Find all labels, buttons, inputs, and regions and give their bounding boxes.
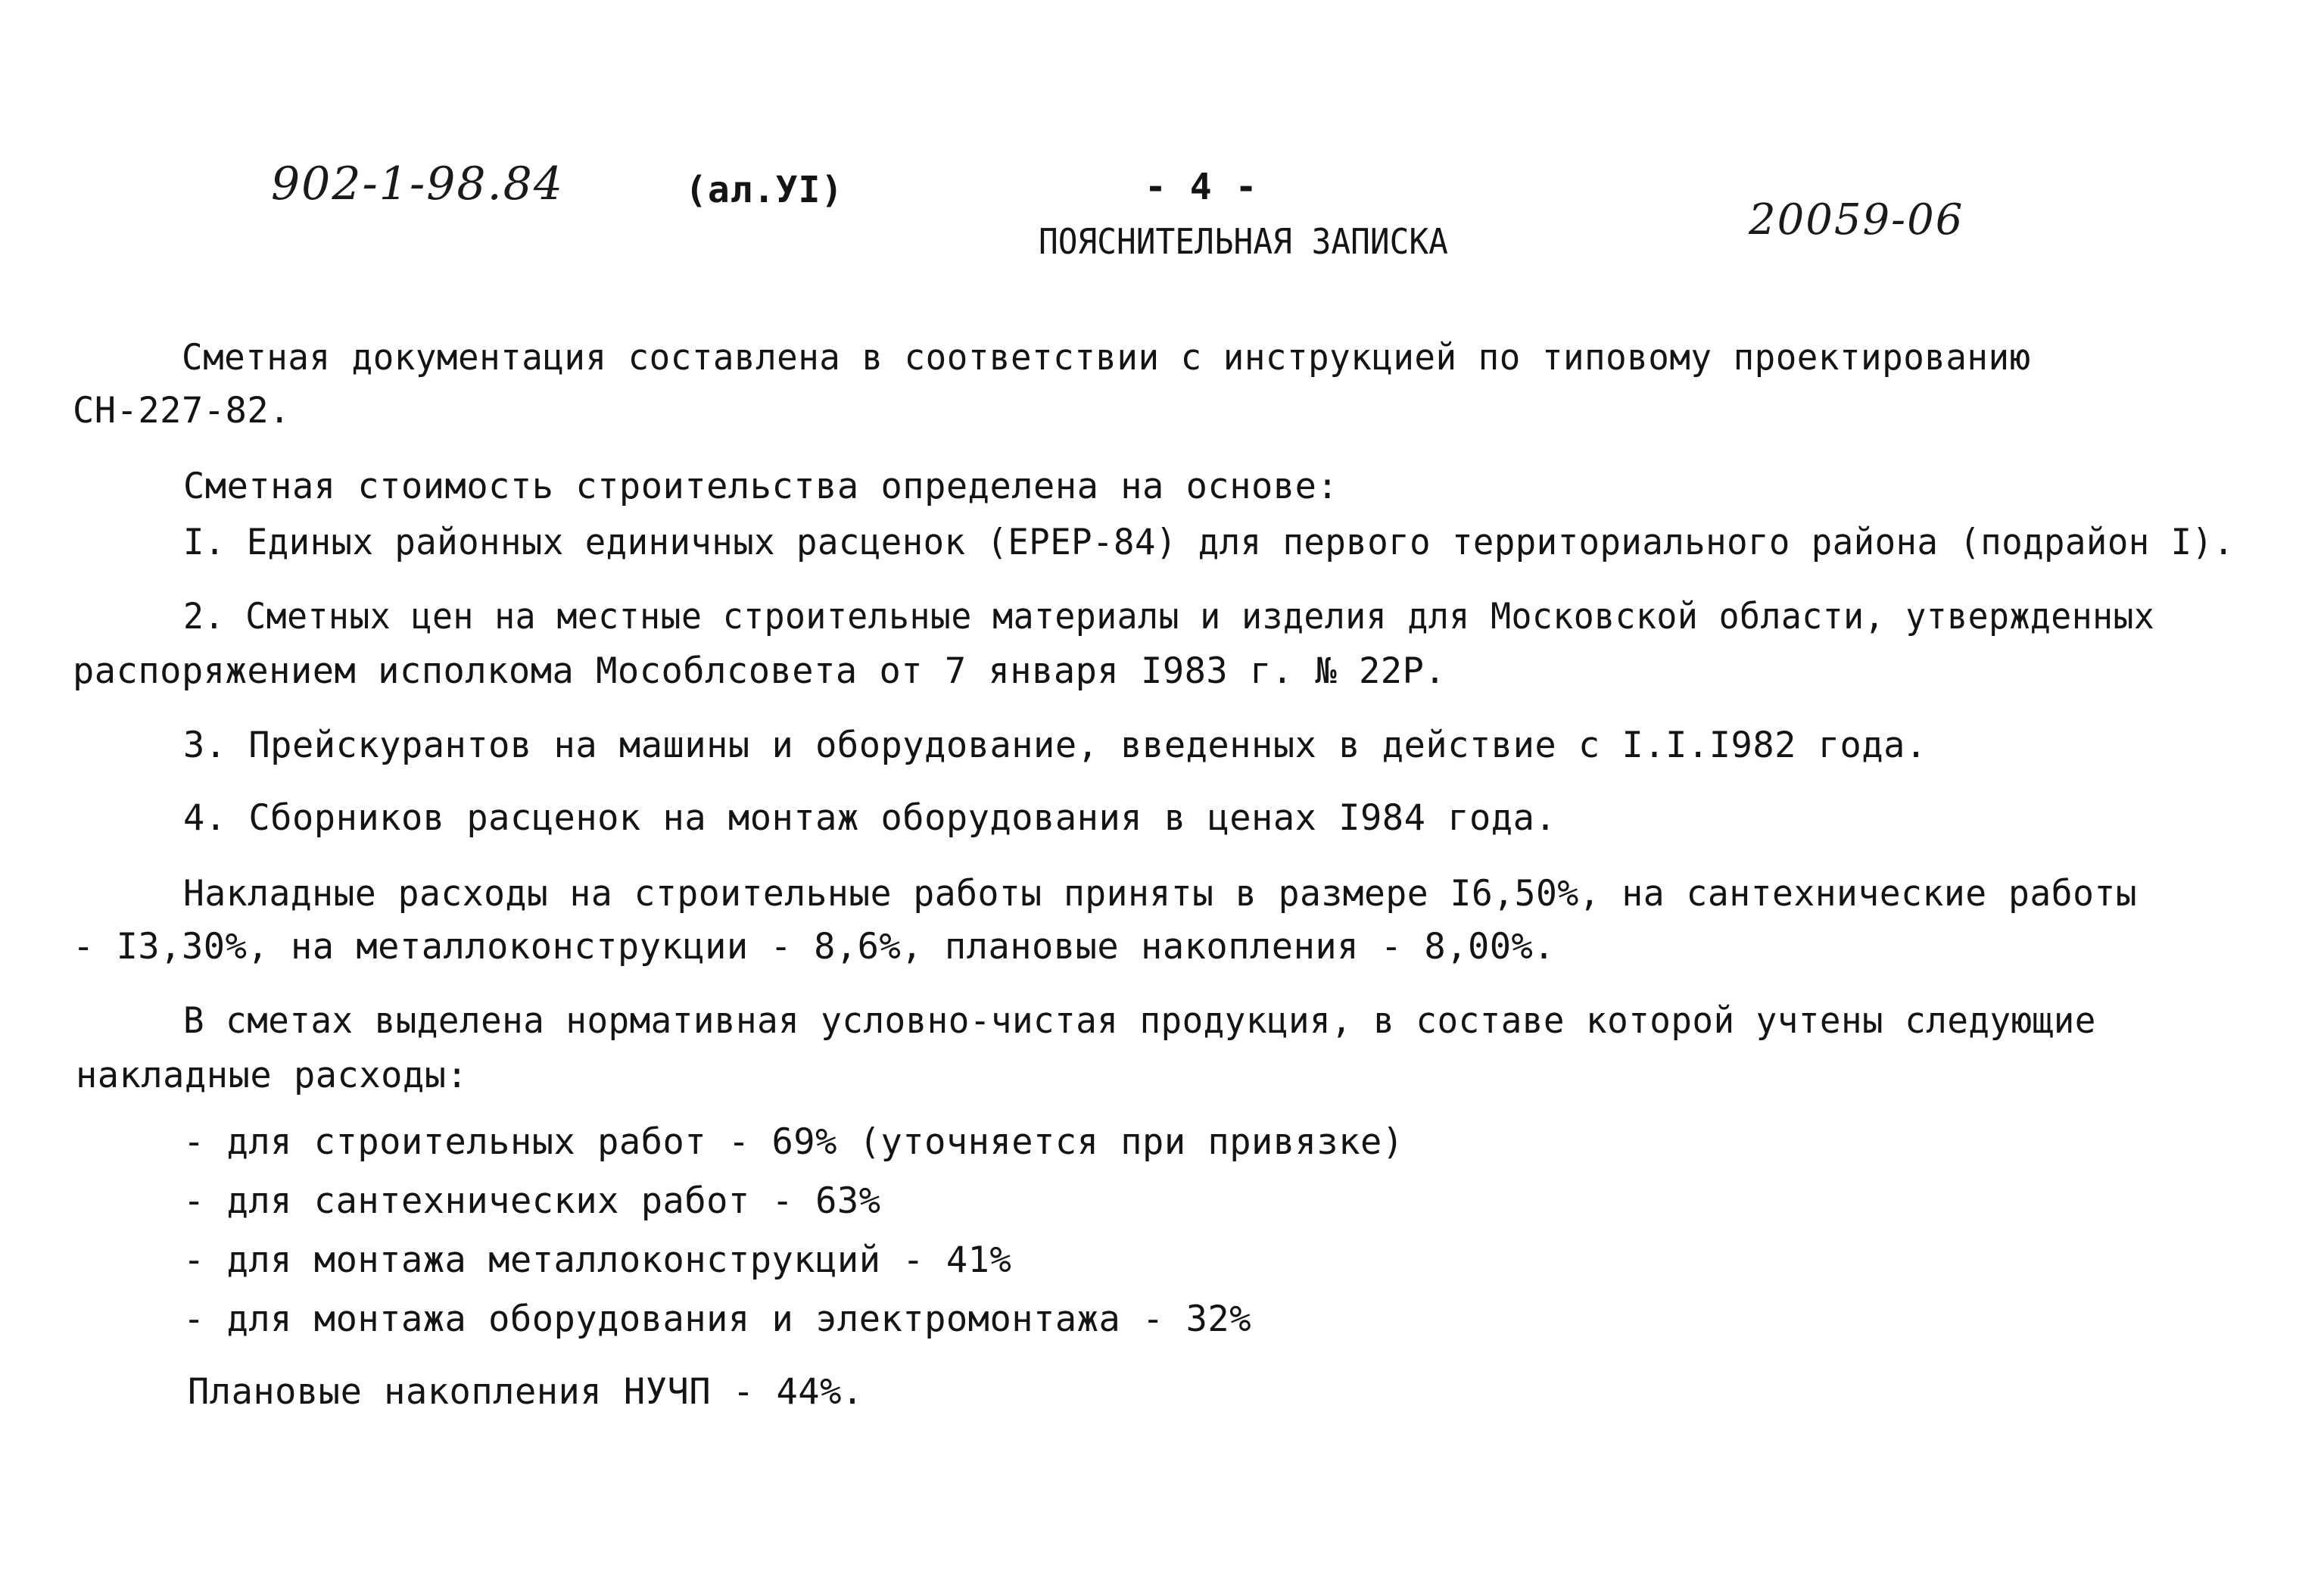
overhead-list-item: - для монтажа оборудования и электромонтажа - 32% — [183, 1298, 1252, 1340]
basis-item-4: 4. Сборников расценок на монтаж оборудования в ценах I984 года. — [183, 797, 1557, 839]
basis-item-2-line-2: распоряжением исполкома Мособлсовета от 7 января I983 г. № 22Р. — [73, 650, 1447, 692]
page-number: - 4 - — [1145, 166, 1258, 208]
document-code: 902-1-98.84 — [271, 157, 565, 210]
nuchp-line-2: накладные расходы: — [76, 1055, 469, 1096]
basis-item-3: 3. Прейскурантов на машины и оборудование, введенных в действие с I.I.I982 года. — [183, 725, 1927, 766]
overhead-line-2: - I3,30%, на металлоконструкции - 8,6%, плановые накопления - 8,00%. — [73, 926, 1556, 968]
intro-line-1: Сметная документация составлена в соответствии с инструкцией по типовому проектированию — [182, 337, 2031, 379]
intro-line-2: СН-227-82. — [73, 390, 291, 432]
overhead-list-item: - для строительных работ - 69% (уточняется при привязке) — [183, 1121, 1404, 1163]
overhead-list-item: - для монтажа металлоконструкций - 41% — [183, 1239, 1012, 1281]
basis-item-2-line-1: 2. Сметных цен на местные строительные материалы и изделия для Московской области, утвержденных — [183, 596, 2155, 637]
album-number: (ал.УI) — [685, 169, 844, 211]
document-title: ПОЯСНИТЕЛЬНАЯ ЗАПИСКА — [1039, 221, 1448, 262]
overhead-line-1: Накладные расходы на строительные работы приняты в размере I6,50%, на сантехнические работы — [183, 873, 2138, 915]
basis-heading: Сметная стоимость строительства определена на основе: — [183, 466, 1339, 507]
basis-item-1: I. Единых районных единичных расценок (ЕРЕР-84) для первого территориального района (подрайон I). — [183, 522, 2235, 563]
nuchp-line-1: В сметах выделена нормативная условно-чистая продукция, в составе которой учтены следующие — [183, 1000, 2096, 1042]
inventory-number: 20059-06 — [1749, 195, 1964, 245]
overhead-list-item: - для сантехнических работ - 63% — [183, 1180, 881, 1222]
planned-savings: Плановые накопления НУЧП - 44%. — [188, 1371, 864, 1413]
